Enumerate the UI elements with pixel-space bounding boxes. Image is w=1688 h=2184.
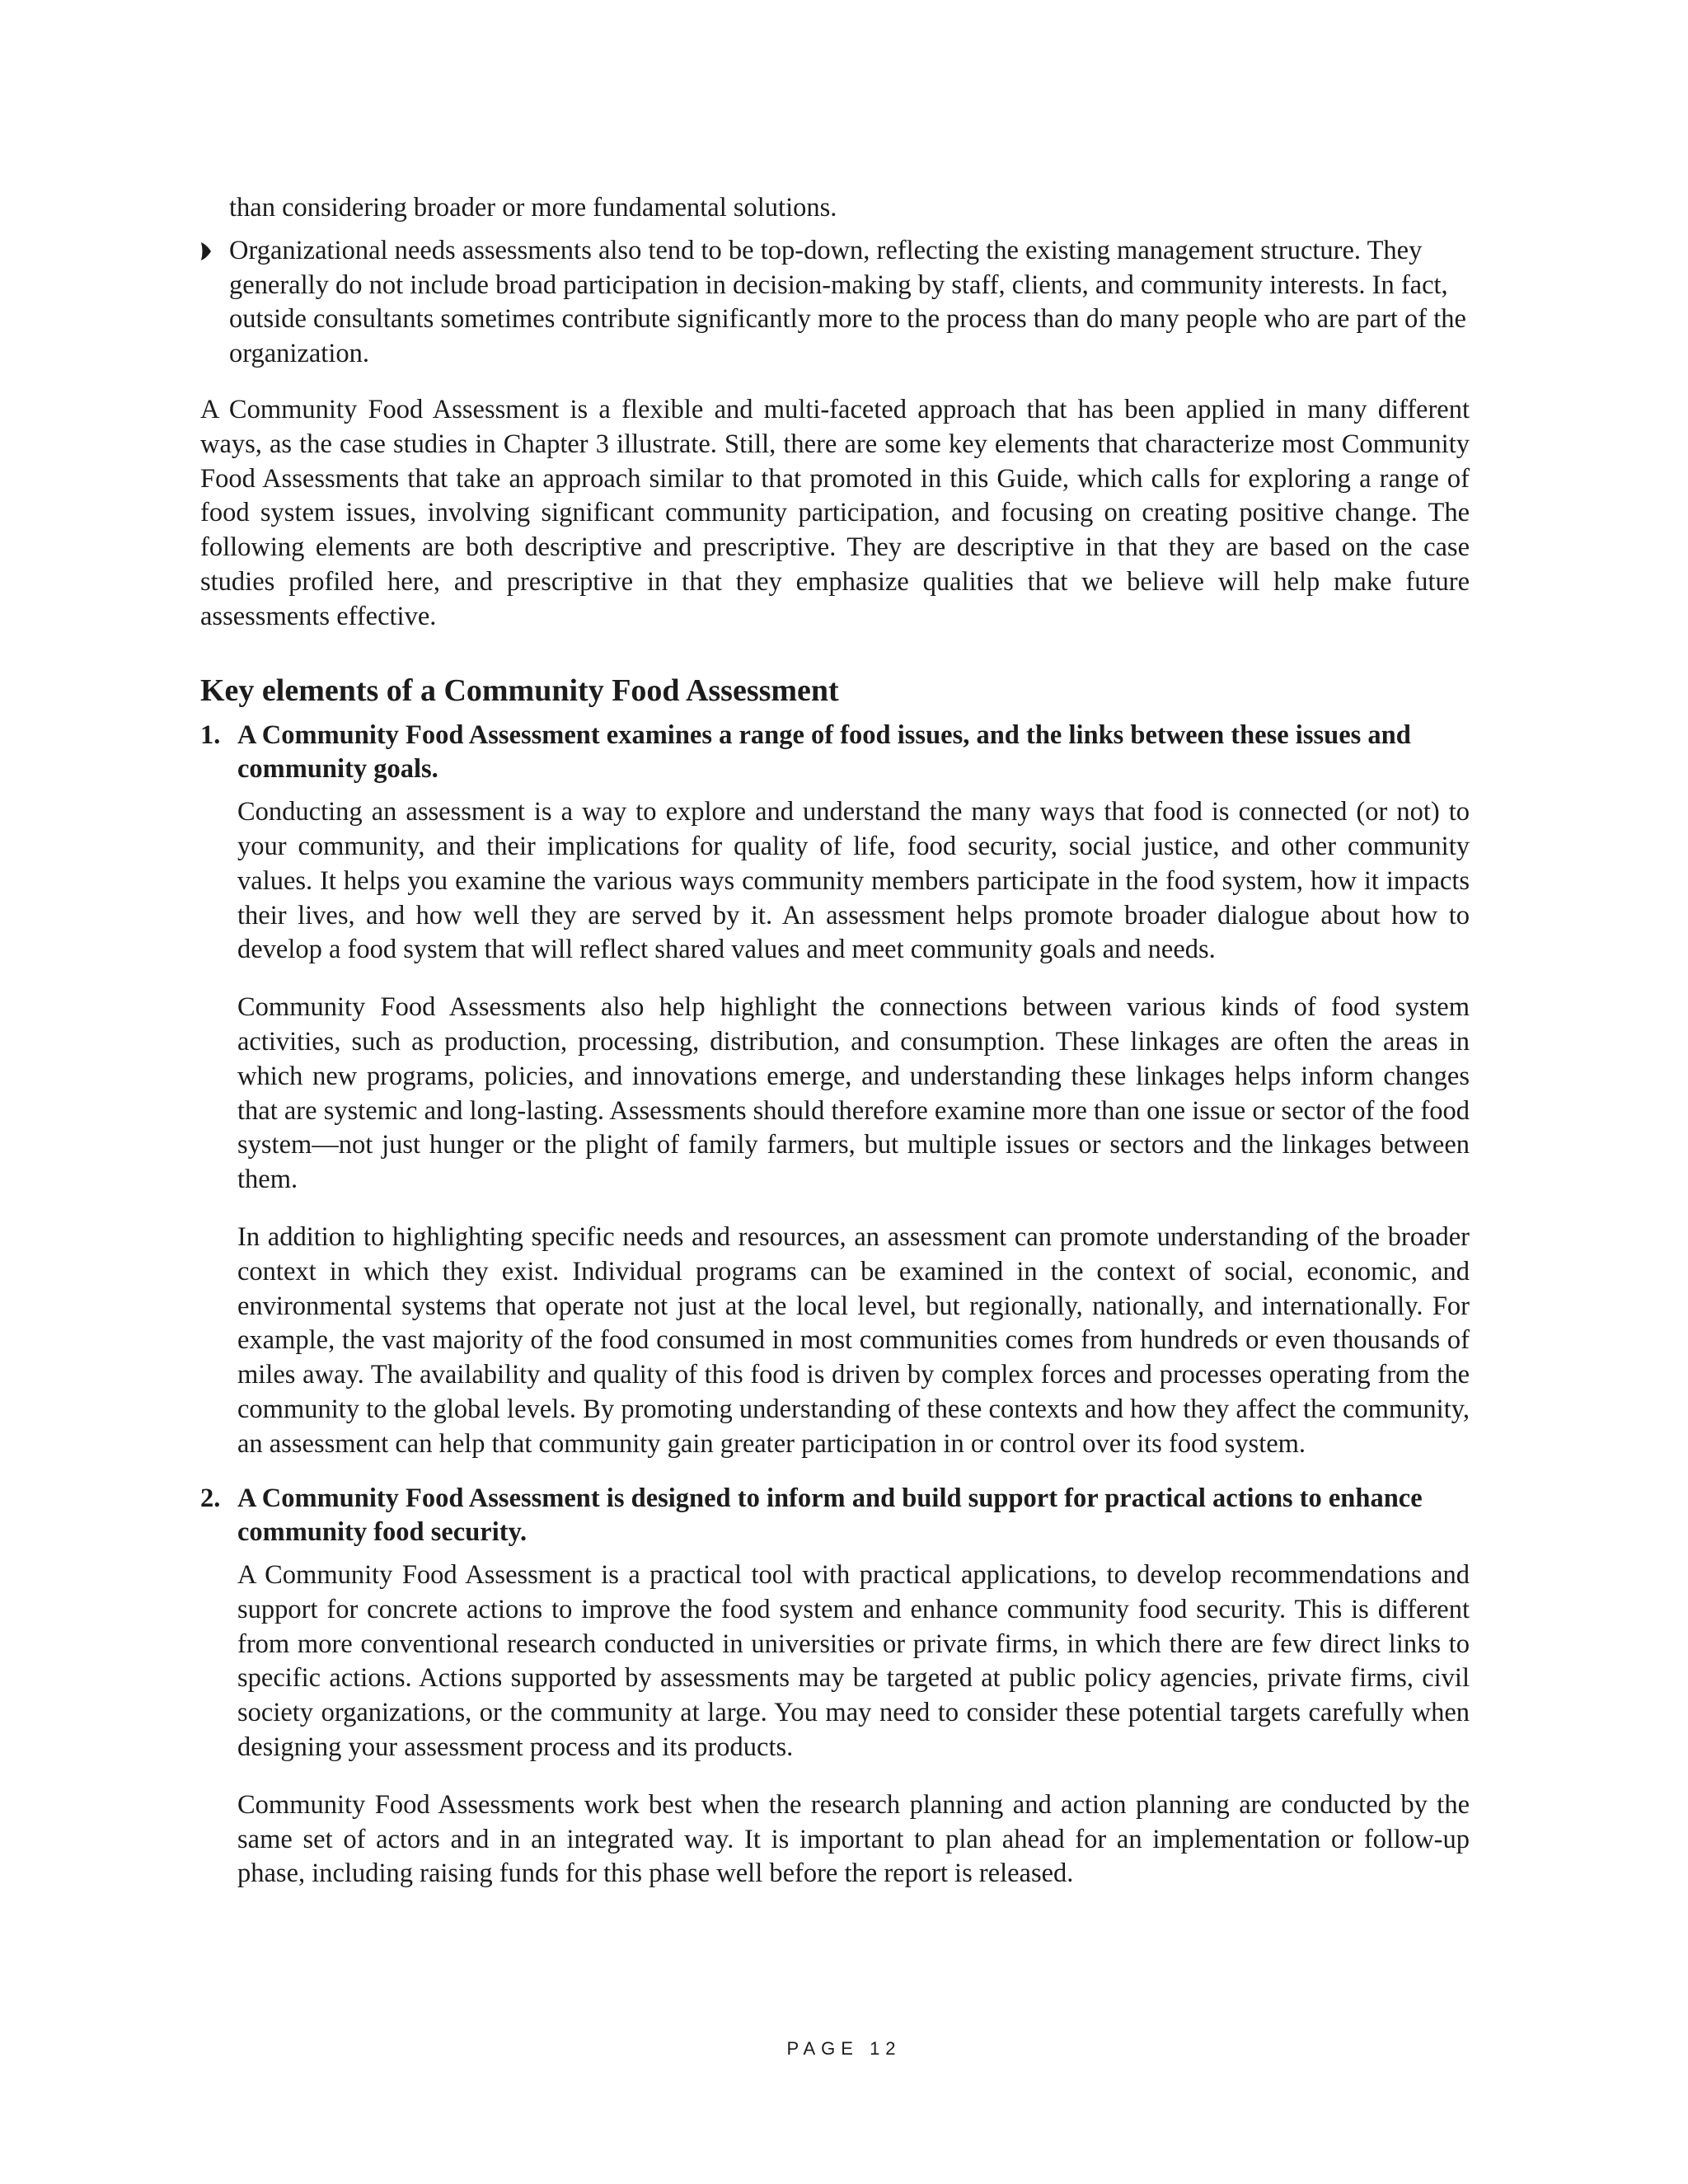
body-paragraph: Community Food Assessments also help highlight the connections between various kinds of food system activities, such as production, processing, distribution, and consumption. These linkages are often the areas in which new programs, policies, and innovations emerge, and understanding these linkages helps inform changes that are systemic and long-lasting. Assessments should therefore examine more than one issue or sector of the food system—not just hunger or the plight of family farmers, but multiple issues or sectors and the linkages between them. (237, 992, 1470, 1195)
bullet-item (200, 234, 1470, 372)
key-element-number: 1. (200, 719, 221, 750)
intro-paragraph: A Community Food Assessment is a flexible and multi-faceted approach that has been applied in many different ways, as the case studies in Chapter 3 illustrate. Still, there are some key elements that characterize most Community Food Assessments that take an approach similar to that promoted in this Guide, which calls for exploring a range of food system issues, involving significant community participation, and focusing on creating positive change. The following elements are both descriptive and prescriptive. They are descriptive in that they are based on the case studies profiled here, and prescriptive in that they emphasize qualities that we believe will help make future assessments effective. (200, 394, 1470, 631)
key-element-body (237, 1558, 1470, 1891)
key-element-1 (200, 719, 1470, 1462)
section-heading: Key elements of a Community Food Assessment (200, 673, 839, 708)
key-element-number: 2. (200, 1483, 221, 1513)
body-paragraph: Community Food Assessments work best when the research planning and action planning are conducted by the same set of actors and in an integrated way. It is important to plan ahead for an implementation or follow-up phase, including raising funds for this phase well before the report is released. (237, 1789, 1470, 1889)
bullet-item-text: Organizational needs assessments also tend to be top-down, reflecting the existing management structure. They generally do not include broad participation in decision-making by staff, clients, and community interests. In fact, outside consultants sometimes contribute significantly more to the process than do many people who are part of the organization. (229, 235, 1466, 369)
page-content (200, 191, 1470, 1891)
key-element-2 (200, 1482, 1470, 1892)
body-paragraph: Conducting an assessment is a way to explore and understand the many ways that food is connected (or not) to your community, and their implications for quality of life, food security, social justice, and other community values. It helps you examine the various ways community members participate in the food system, how it impacts their lives, and how well they are served by it. An assessment helps promote broader dialogue about how to develop a food system that will reflect shared values and meet community goals and needs. (237, 797, 1470, 965)
key-element-body (237, 795, 1470, 1461)
key-element-heading (200, 1482, 1470, 1551)
key-element-heading (200, 719, 1470, 788)
continued-bullet-text: than considering broader or more fundamental solutions. (229, 193, 837, 223)
key-element-heading-text: A Community Food Assessment examines a range of food issues, and the links between these issues and community goals. (237, 719, 1411, 785)
page-number: PAGE 12 (786, 2038, 902, 2059)
body-paragraph: In addition to highlighting specific needs and resources, an assessment can promote understanding of the broader context in which they exist. Individual programs can be examined in the context of social, economic, and environmental systems that operate not just at the local level, but regionally, nationally, and internationally. For example, the vast majority of the food consumed in most communities comes from hundreds or even thousands of miles away. The availability and quality of this food is driven by complex forces and processes operating from the community to the global levels. By promoting understanding of these contexts and how they affect the community, an assessment can help that community gain greater participation in or control over its food system. (237, 1221, 1470, 1459)
triangle-bullet-icon (200, 241, 212, 261)
key-element-heading-text: A Community Food Assessment is designed to inform and build support for practical actions to enhance community food security. (237, 1483, 1423, 1548)
body-paragraph: A Community Food Assessment is a practical tool with practical applications, to develop recommendations and support for concrete actions to improve the food system and enhance community food security. This is different from more conventional research conducted in universities or private firms, in which there are few direct links to specific actions. Actions supported by assessments may be targeted at public policy agencies, private firms, civil society organizations, or the community at large. You may need to consider these potential targets carefully when designing your assessment process and its products. (237, 1560, 1470, 1763)
